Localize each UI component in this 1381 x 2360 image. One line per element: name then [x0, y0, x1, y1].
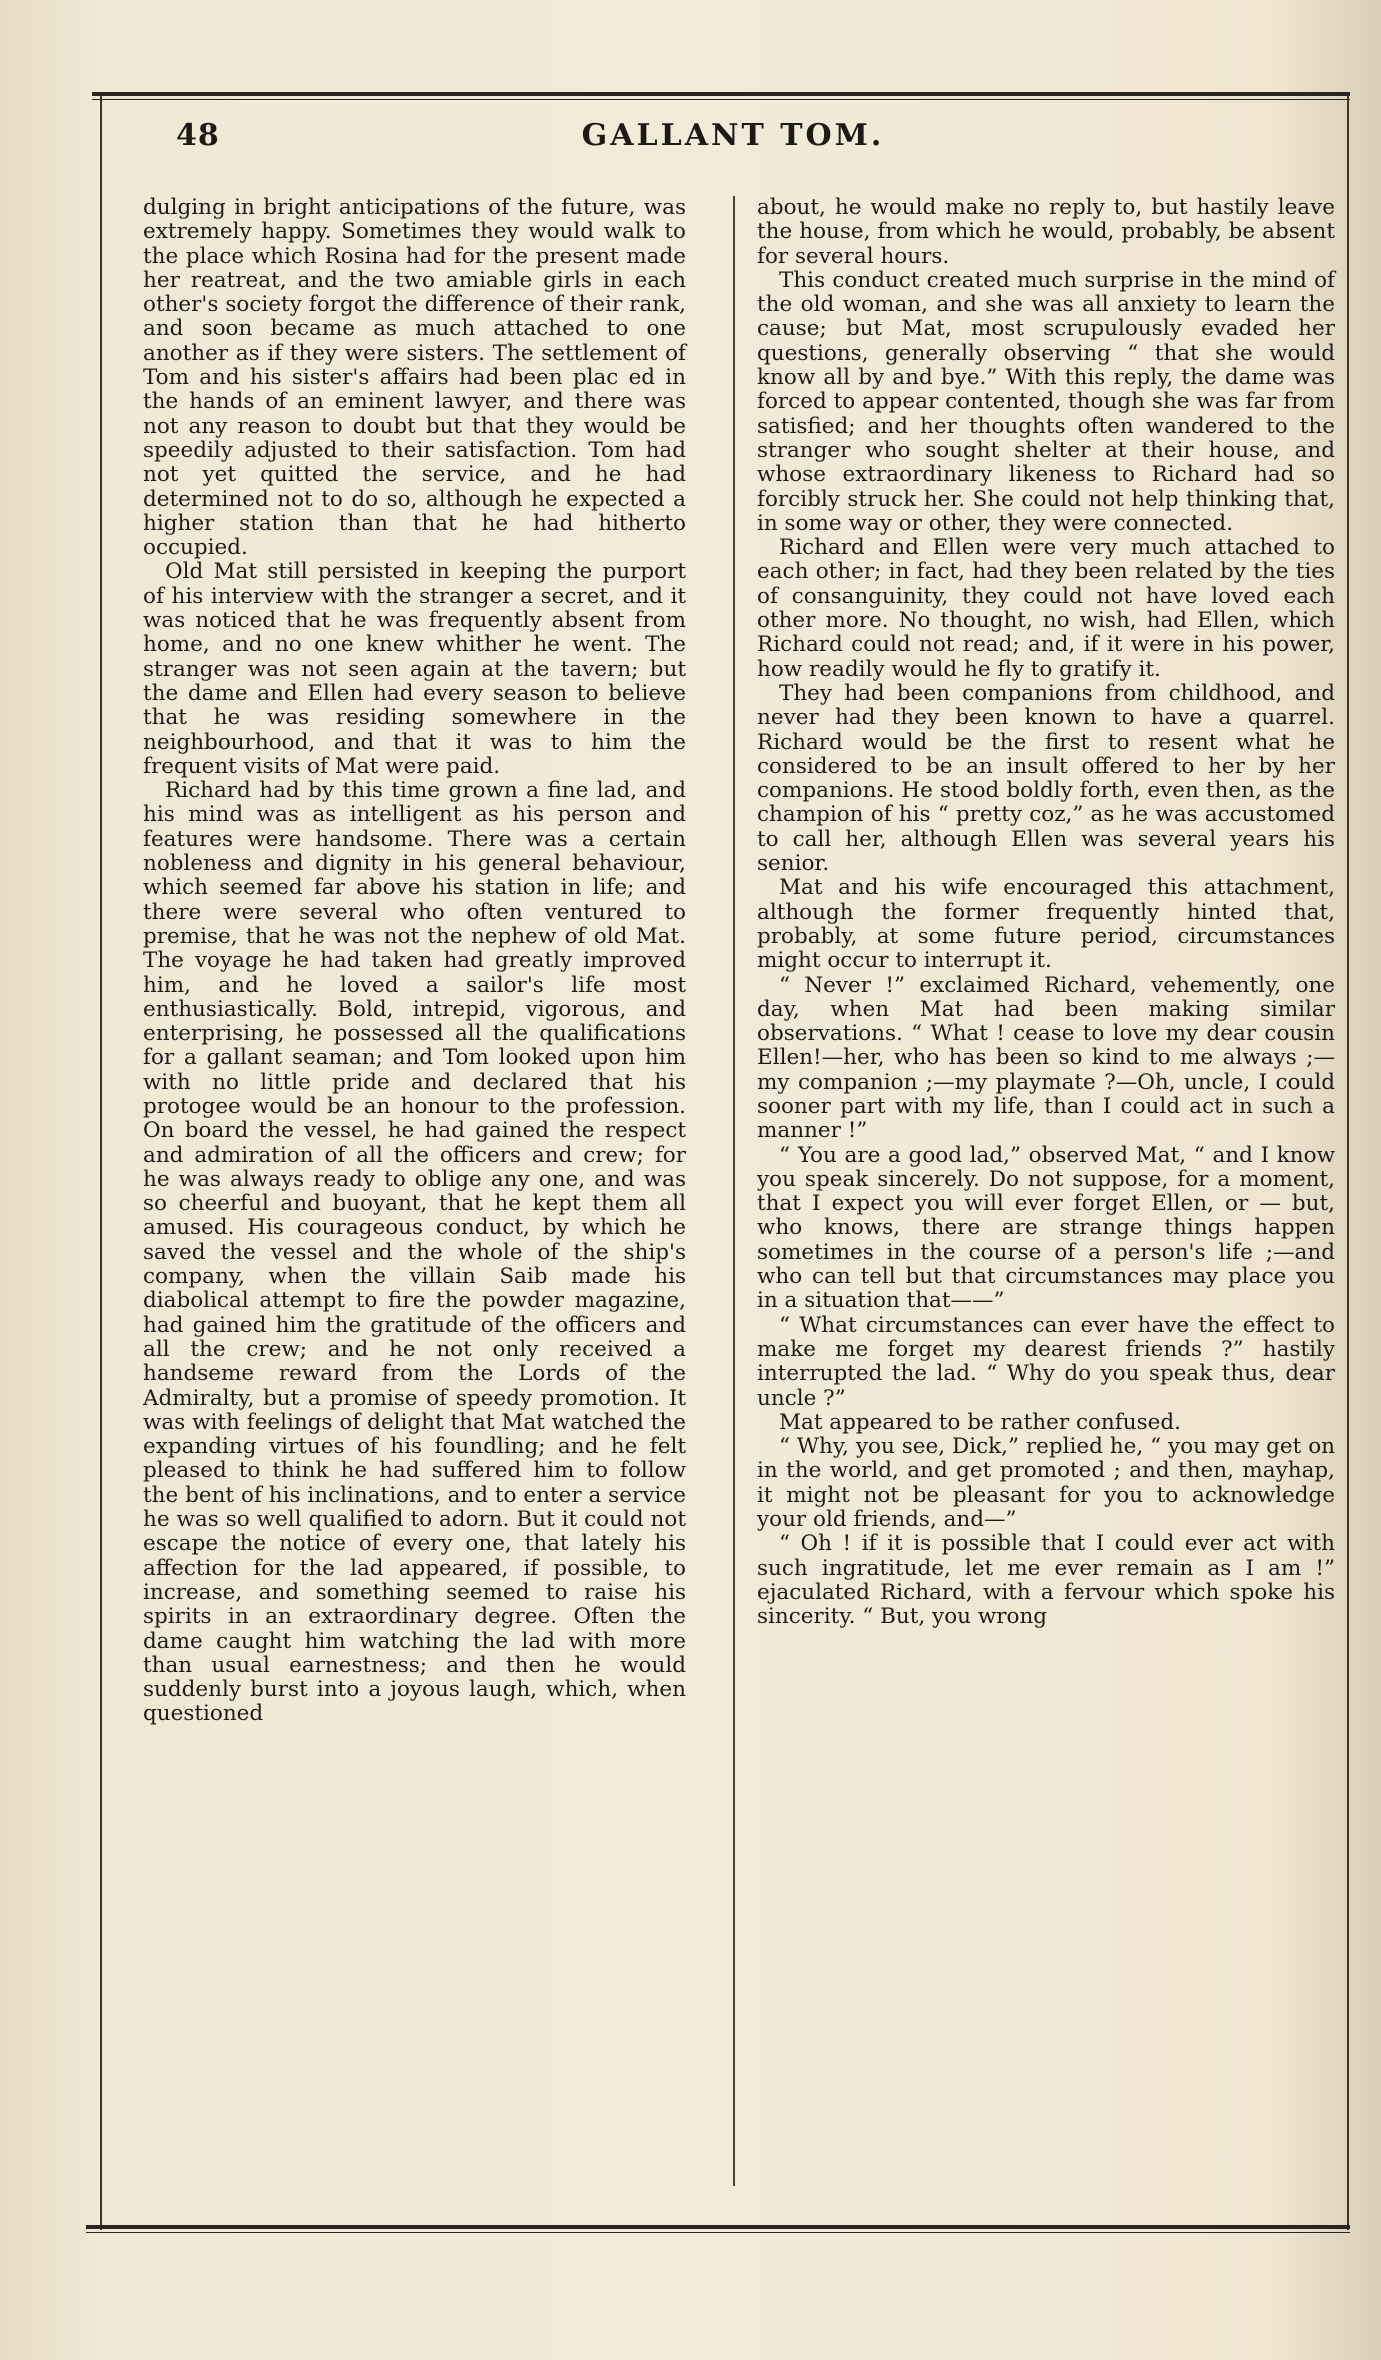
right-paragraph-4: They had been companions from childhood, and never had they been known to have a quarrel. Richard would be the first to resent what he considered to be an insult offered to her by her companions. He stood boldly forth, even then, as the champion of his “ pretty coz,” as he was accustomed to call her, although Ellen was several years his senior. — [757, 680, 1335, 877]
left-paragraph-1: dulging in bright anticipations of the future, was extremely happy. Sometimes they would walk to the place which Rosina had for the present made her reatreat, and the two amiable girls in each other's society forgot the difference of their rank, and soon became as much attached to one another as if they were sisters. The settlement of Tom and his sister's affairs had been plac ed in the hands of an eminent lawyer, and there was not any reason to doubt but that they would be speedily adjusted to their satisfaction. Tom had not yet quitted the service, and he had determined not to do so, although he expected a higher station than that he had hitherto occupied. — [143, 195, 686, 561]
top-rule — [92, 92, 1350, 96]
right-paragraph-9: Mat appeared to be rather confused. — [779, 1409, 1181, 1435]
right-paragraph-5: Mat and his wife encouraged this attachment, although the former frequently hinted that, probably, at some future period, circumstances might occur to interrupt it. — [757, 875, 1335, 974]
right-paragraph-7: “ You are a good lad,” observed Mat, “ and I know you speak sincerely. Do not suppose, for a moment, that I expect you will ever forget Ellen, or — but, who knows, there are strange things happen sometimes in the course of a person's life ;—and who can tell but that circumstances may place you in a situation that——” — [757, 1142, 1335, 1314]
left-frame-line — [100, 95, 102, 2230]
right-paragraph-6: “ Never !” exclaimed Richard, vehemently, one day, when Mat had been making similar observations. “ What ! cease to love my dear cousin Ellen!—her, who has been so kind to me always ;—my companion ;—my playmate ?—Oh, uncle, I could sooner part with my life, than I could act in such a manner !” — [757, 972, 1335, 1144]
left-paragraph-2: Old Mat still persisted in keeping the purport of his interview with the stranger a secret, and it was noticed that he was frequently absent from home, and no one knew whither he went. The stranger was not seen again at the tavern; but the dame and Ellen had every season to believe that he was residing somewhere in the neighbourhood, and that it was to him the frequent visits of Mat were paid. — [143, 559, 686, 779]
right-frame-line — [1347, 95, 1349, 2230]
right-paragraph-10: “ Why, you see, Dick,” replied he, “ you may get on in the world, and get promoted ; and then, mayhap, it might not be pleasant for you to acknowledge your old friends, and—” — [757, 1434, 1335, 1533]
left-paragraph-3: Richard had by this time grown a fine lad, and his mind was as intelligent as his person and features were handsome. There was a certain nobleness and dignity in his general behaviour, which seemed far above his station in life; and there were several who often ventured to premise, that he was not the nephew of old Mat. The voyage he had taken had greatly improved him, and he loved a sailor's life most enthusiastically. Bold, intrepid, vigorous, and enterprising, he possessed all the qualifications for a gallant seaman; and Tom looked upon him with no little pride and declared that his protogee would be an honour to the profession. On board the vessel, he had gained the respect and admiration of all the officers and crew; for he was always ready to oblige any one, and was so cheerful and buoyant, that he kept them all amused. His courageous conduct, by which he saved the vessel and the whole of the ship's company, when the villain Saib made his diabolical attempt to fire the powder magazine, had gained him the gratitude of the officers and all the crew; and he not only received a handseme reward from the Lords of the Admiralty, but a promise of speedy promotion. It was with feelings of delight that Mat watched the expanding virtues of his foundling; and he felt pleased to think he had suffered him to follow the bent of his inclinations, and to enter a service he was so well qualified to adorn. But it could not escape the notice of every one, that lately his affection for the lad appeared, if possible, to increase, and something seemed to raise his spirits in an extraordinary degree. Often the dame caught him watching the lad with more than usual earnestness; and then he would suddenly burst into a joyous laugh, which, when questioned — [143, 778, 686, 1727]
column-divider — [733, 196, 735, 2186]
right-paragraph-11: “ Oh ! if it is possible that I could ever act with such ingratitude, let me ever remain as I am !” ejaculated Richard, with a fervour which spoke his sincerity. “ But, you wrong — [757, 1531, 1335, 1630]
page-header — [138, 112, 1328, 158]
bottom-rule — [86, 2225, 1350, 2229]
running-title: GALLANT TOM. — [581, 118, 885, 153]
top-rule-thin — [92, 99, 1350, 100]
right-paragraph-2: This conduct created much surprise in the mind of the old woman, and she was all anxiety to learn the cause; but Mat, most scrupulously evaded her questions, generally observing “ that she would know all by and bye.” With this reply, the dame was forced to appear contented, though she was far from satisfied; and her thoughts often wandered to the stranger who sought shelter at their house, and whose extraordinary likeness to Richard had so forcibly struck her. She could not help thinking that, in some way or other, they were connected. — [757, 267, 1335, 536]
bottom-rule-thin — [86, 2232, 1350, 2233]
page-number: 48 — [176, 118, 220, 153]
left-column — [143, 196, 686, 1727]
right-paragraph-8: “ What circumstances can ever have the effect to make me forget my dearest friends ?” hastily interrupted the lad. “ Why do you speak thus, dear uncle ?” — [757, 1312, 1335, 1411]
right-column — [757, 196, 1335, 1630]
right-paragraph-1: about, he would make no reply to, but hastily leave the house, from which he would, probably, be absent for several hours. — [757, 195, 1335, 269]
right-paragraph-3: Richard and Ellen were very much attached to each other; in fact, had they been related by the ties of consanguinity, they could not have loved each other more. No thought, no wish, had Ellen, which Richard could not read; and, if it were in his power, how readily would he fly to gratify it. — [757, 535, 1335, 682]
